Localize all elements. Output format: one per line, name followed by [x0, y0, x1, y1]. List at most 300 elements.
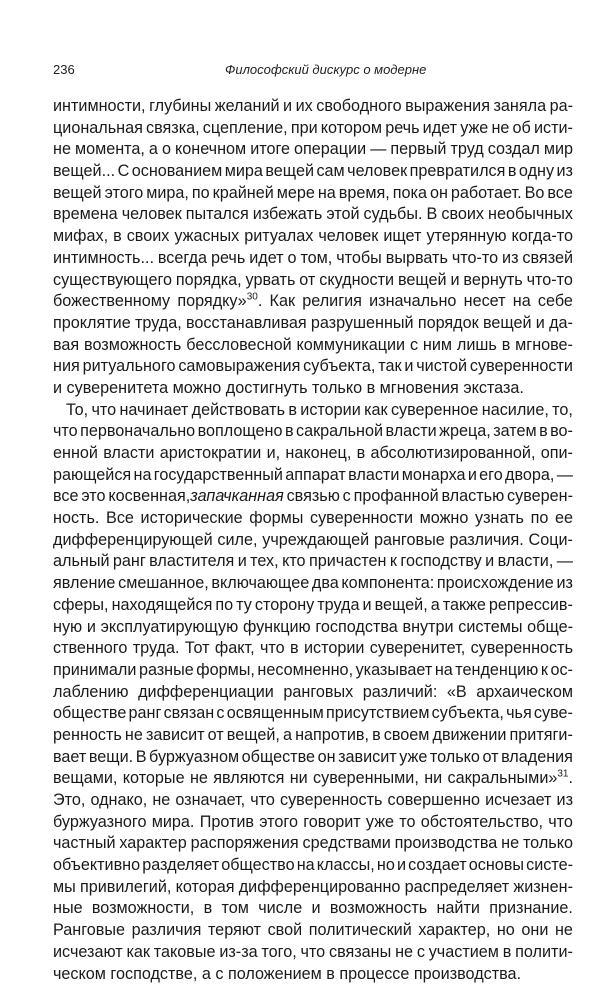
word — [265, 161, 314, 183]
text-segment: суверенности — [470, 357, 573, 375]
word — [489, 898, 573, 920]
word — [418, 313, 479, 335]
text-segment: зависит — [146, 726, 205, 744]
text-segment: что — [548, 813, 573, 831]
word — [152, 790, 170, 812]
text-segment: характер, — [418, 921, 490, 939]
word — [53, 161, 115, 183]
word — [132, 920, 202, 942]
footnote-marker: 30 — [247, 292, 258, 303]
text-segment: интимности, — [53, 97, 146, 115]
text-segment: аппарат — [285, 466, 346, 484]
word — [525, 183, 545, 205]
text-segment: в — [502, 336, 511, 354]
word — [488, 204, 573, 226]
text-segment: вещей — [398, 271, 447, 289]
text-segment: профанной — [354, 487, 439, 505]
text-segment: вернуть — [463, 271, 522, 289]
text-line — [53, 617, 573, 639]
word — [113, 551, 146, 573]
word — [249, 508, 303, 530]
text-segment: и суверенитета можно достигнуть только в мгновения экстаза. — [53, 378, 524, 400]
word — [146, 183, 189, 205]
word — [552, 400, 573, 422]
text-segment: своих — [441, 205, 484, 223]
text-segment: того, — [261, 943, 296, 961]
word — [53, 508, 99, 530]
word — [149, 747, 239, 769]
word — [424, 768, 442, 790]
word — [384, 725, 430, 747]
text-segment: коммуникации — [297, 336, 406, 354]
text-line — [53, 400, 573, 422]
text-segment: властителя — [149, 552, 234, 570]
text-segment: том — [222, 899, 249, 917]
word — [106, 508, 134, 530]
text-segment: а — [149, 140, 158, 158]
text-segment: совершенно — [387, 791, 480, 809]
text-segment: тенденцию — [455, 661, 538, 679]
word — [75, 139, 145, 161]
text-segment: к — [541, 661, 548, 679]
text-segment: в — [290, 639, 299, 657]
text-segment: мира. — [152, 813, 195, 831]
text-segment: не — [125, 726, 143, 744]
word — [250, 139, 290, 161]
text-segment: первый — [390, 140, 446, 158]
word — [534, 118, 573, 140]
text-segment: ра- — [550, 97, 573, 115]
word — [66, 400, 88, 422]
text-segment: связей — [522, 249, 573, 267]
text-segment: дифференцированно — [239, 878, 401, 896]
word — [175, 790, 245, 812]
text-segment: различия. — [449, 531, 523, 549]
text-segment: средствами — [303, 834, 391, 852]
word — [399, 747, 427, 769]
text-segment: «В — [447, 683, 467, 701]
word — [84, 335, 181, 357]
word — [310, 508, 413, 530]
text-segment: из — [556, 574, 572, 592]
word — [498, 551, 554, 573]
word — [476, 682, 573, 704]
text-segment: труда — [317, 596, 359, 614]
word — [103, 443, 154, 465]
text-segment: затем — [493, 422, 536, 440]
word — [539, 421, 548, 443]
word — [363, 595, 372, 617]
text-segment: ос- — [550, 661, 573, 679]
word — [449, 530, 523, 552]
word — [309, 551, 387, 573]
text-segment: на — [134, 466, 152, 484]
word — [347, 161, 407, 183]
word — [299, 270, 315, 292]
text-segment: ранг — [129, 704, 162, 722]
text-segment: ные — [53, 899, 83, 917]
text-segment: характер — [119, 834, 186, 852]
text-segment: мира — [225, 162, 263, 180]
text-segment: котором — [321, 119, 382, 137]
word — [53, 747, 86, 769]
word — [176, 270, 242, 292]
word — [135, 313, 182, 335]
text-segment: не — [190, 769, 208, 787]
text-segment: идет — [249, 249, 283, 267]
word — [160, 443, 262, 465]
word — [243, 617, 311, 639]
text-segment: итоге — [250, 140, 290, 158]
text-segment: таковые — [154, 943, 216, 961]
text-line — [53, 660, 573, 682]
word — [366, 812, 394, 834]
text-segment: истории — [300, 401, 360, 419]
text-segment: владения — [501, 748, 573, 766]
text-segment: так — [378, 357, 401, 375]
text-segment: указывает — [356, 661, 433, 679]
text-segment: этого — [259, 813, 298, 831]
text-segment: субъекта, — [432, 704, 504, 722]
word — [318, 226, 378, 248]
text-segment: и — [485, 552, 494, 570]
text-line — [53, 638, 573, 660]
word — [336, 248, 382, 270]
running-title: Философский дискурс о модерне — [225, 62, 426, 77]
text-line — [53, 551, 573, 573]
word — [80, 421, 195, 443]
word — [53, 313, 131, 335]
word — [460, 118, 488, 140]
text-segment: и — [87, 618, 96, 636]
text-segment: признание. — [489, 899, 573, 917]
word — [154, 942, 216, 964]
word — [541, 660, 548, 682]
text-segment: одну — [519, 162, 554, 180]
word — [162, 139, 171, 161]
word — [521, 920, 548, 942]
text-segment: и — [404, 357, 413, 375]
word — [502, 335, 511, 357]
word — [410, 335, 418, 357]
text-segment: действовать — [192, 401, 285, 419]
word — [141, 508, 243, 530]
text-segment: полити- — [515, 943, 573, 961]
text-line — [53, 313, 573, 335]
word — [439, 421, 491, 443]
text-line — [53, 920, 573, 942]
text-segment: Тот — [185, 639, 210, 657]
text-segment: несет — [464, 292, 506, 310]
text-segment: вещей, — [227, 726, 280, 744]
word — [378, 356, 401, 378]
word — [302, 291, 362, 313]
text-segment: речь — [211, 249, 245, 267]
text-segment: и — [238, 552, 247, 570]
text-segment: пытался — [186, 205, 249, 223]
word — [268, 920, 303, 942]
text-segment: мере — [277, 184, 315, 202]
word — [215, 595, 233, 617]
word — [317, 855, 375, 877]
word — [364, 400, 388, 422]
word — [399, 812, 415, 834]
text-segment: крайней — [213, 184, 274, 202]
text-segment: своих — [127, 227, 170, 245]
text-segment: с — [410, 336, 418, 354]
word — [53, 877, 76, 899]
word — [53, 595, 109, 617]
word — [508, 161, 517, 183]
text-segment: в — [508, 162, 517, 180]
text-segment: монарха — [402, 466, 466, 484]
word — [343, 486, 351, 508]
word — [455, 660, 538, 682]
text-segment: в — [503, 943, 512, 961]
word — [316, 96, 401, 118]
word — [81, 486, 105, 508]
text-segment: ритуального — [83, 357, 176, 375]
text-segment: не — [501, 834, 519, 852]
word — [53, 465, 131, 487]
word — [321, 118, 382, 140]
word — [142, 855, 219, 877]
text-segment: ния — [53, 357, 80, 375]
text-segment: всегда — [158, 249, 207, 267]
text-segment: исчезают — [53, 943, 123, 961]
text-segment: как — [364, 401, 388, 419]
text-segment: означает, — [175, 791, 245, 809]
text-segment: а — [431, 596, 440, 614]
text-segment: енной — [53, 444, 98, 462]
word — [215, 638, 255, 660]
text-segment: уже — [399, 748, 427, 766]
word — [364, 204, 423, 226]
word — [501, 747, 573, 769]
word — [557, 551, 573, 573]
word — [548, 812, 573, 834]
text-segment: С — [118, 162, 130, 180]
text-segment: необычных — [488, 205, 573, 223]
word — [369, 291, 456, 313]
text-segment: суверенность — [280, 791, 382, 809]
word — [536, 313, 545, 335]
word — [219, 942, 257, 964]
text-segment: лаблению — [53, 683, 129, 701]
text-segment: существующего — [53, 271, 172, 289]
text-segment: властью — [441, 487, 504, 505]
word — [471, 638, 573, 660]
text-segment: он — [318, 748, 336, 766]
word — [458, 617, 522, 639]
word — [122, 204, 182, 226]
text-segment: момента, — [75, 140, 145, 158]
word — [255, 595, 314, 617]
text-segment: желаний — [215, 97, 280, 115]
word — [295, 725, 369, 747]
word — [312, 573, 339, 595]
text-segment: порядку» — [177, 292, 246, 310]
text-segment: жизнен- — [513, 878, 573, 896]
word — [494, 96, 547, 118]
word — [129, 703, 162, 725]
word — [112, 595, 213, 617]
word — [488, 139, 540, 161]
text-segment: своем — [384, 726, 430, 744]
text-segment: вещей, — [375, 596, 428, 614]
text-line — [53, 356, 573, 378]
word — [211, 573, 309, 595]
word — [354, 486, 439, 508]
text-line — [53, 898, 573, 920]
text-segment: при — [291, 119, 318, 137]
word — [526, 855, 573, 877]
text-segment: вещей — [53, 184, 102, 202]
text-segment: во- — [550, 422, 573, 440]
text-segment: начинает — [119, 401, 188, 419]
text-line — [53, 443, 573, 465]
text-segment: и, — [267, 444, 281, 462]
text-segment: частный — [53, 834, 116, 852]
word — [288, 400, 297, 422]
text-segment: также — [443, 596, 486, 614]
word — [253, 204, 323, 226]
text-line — [53, 877, 573, 899]
text-segment: в — [357, 444, 366, 462]
word — [557, 161, 573, 183]
text-segment: аристократии — [160, 444, 262, 462]
word — [385, 421, 436, 443]
word — [482, 400, 549, 422]
text-segment: причастен — [309, 552, 387, 570]
text-segment: с — [343, 487, 351, 505]
word — [550, 660, 573, 682]
word — [450, 139, 483, 161]
word — [483, 313, 532, 335]
word — [105, 183, 144, 205]
word — [288, 248, 297, 270]
text-segment: в — [285, 422, 294, 440]
text-segment: кто — [282, 552, 306, 570]
word — [441, 204, 484, 226]
word — [222, 898, 249, 920]
word — [408, 855, 467, 877]
text-segment: ческом господстве, а с положением в процессе производства. — [53, 964, 521, 985]
word — [119, 833, 186, 855]
text-segment: на — [318, 184, 336, 202]
text-segment: ищет — [383, 227, 421, 245]
word — [227, 703, 324, 725]
text-segment: вещей — [265, 162, 314, 180]
text-segment: . — [258, 292, 263, 310]
text-segment: компонента: — [341, 574, 434, 592]
word — [377, 855, 395, 877]
word — [501, 833, 519, 855]
text-segment: силе, — [217, 531, 257, 549]
word — [260, 638, 285, 660]
text-segment: привилегий, — [80, 878, 171, 896]
text-segment: явление — [53, 574, 115, 592]
text-segment: — — [557, 552, 573, 570]
word — [108, 486, 283, 508]
text-segment: глубины — [149, 97, 211, 115]
text-segment: только — [430, 748, 480, 766]
text-segment: то, — [552, 401, 573, 419]
word — [395, 942, 413, 964]
text-segment: все — [53, 487, 79, 505]
word — [87, 617, 96, 639]
word — [127, 226, 170, 248]
text-segment: смешанное, — [118, 574, 209, 592]
text-segment: движении — [433, 726, 507, 744]
text-segment: альный — [53, 552, 110, 570]
text-segment: участием — [429, 943, 499, 961]
text-line — [53, 183, 573, 205]
text-segment: что — [260, 639, 285, 657]
text-segment: То, — [66, 401, 88, 419]
word — [227, 725, 280, 747]
text-segment: возможность — [330, 899, 427, 917]
word — [191, 833, 299, 855]
word — [53, 898, 83, 920]
word — [259, 812, 298, 834]
word — [216, 703, 224, 725]
text-segment: о — [288, 249, 297, 267]
word — [221, 855, 294, 877]
text-segment: освященным — [227, 704, 324, 722]
text-segment: тех, — [250, 552, 278, 570]
word — [303, 833, 391, 855]
word — [53, 551, 110, 573]
text-segment: двора, — [505, 466, 554, 484]
text-segment: присутствием — [326, 704, 430, 722]
word — [430, 183, 448, 205]
text-segment: зависит — [338, 748, 397, 766]
text-segment: различий: — [363, 683, 438, 701]
word — [203, 118, 288, 140]
word — [225, 161, 263, 183]
text-line — [53, 703, 573, 725]
word — [452, 248, 498, 270]
word — [53, 768, 117, 790]
text-segment: системы — [458, 618, 522, 636]
text-segment: мир — [544, 140, 573, 158]
word — [447, 682, 467, 704]
text-segment: дифференцирующей — [53, 531, 213, 549]
text-segment: Это, — [53, 791, 85, 809]
text-segment: вещей — [483, 314, 532, 332]
word — [405, 877, 510, 899]
word — [485, 551, 494, 573]
text-segment: В — [136, 748, 147, 766]
text-segment: Ранговые — [53, 921, 125, 939]
text-segment: идет — [423, 119, 457, 137]
word — [119, 400, 188, 422]
word — [309, 920, 412, 942]
text-segment: найти — [436, 899, 479, 917]
word — [236, 595, 252, 617]
word — [80, 877, 171, 899]
word — [192, 183, 210, 205]
text-segment: распределяет — [405, 878, 510, 896]
text-segment: политический — [309, 921, 412, 939]
word — [285, 421, 294, 443]
text-segment: с — [417, 943, 425, 961]
text-segment: не — [395, 943, 413, 961]
text-segment: уже — [366, 813, 394, 831]
text-segment: в — [539, 422, 548, 440]
text-segment: власти — [385, 422, 436, 440]
